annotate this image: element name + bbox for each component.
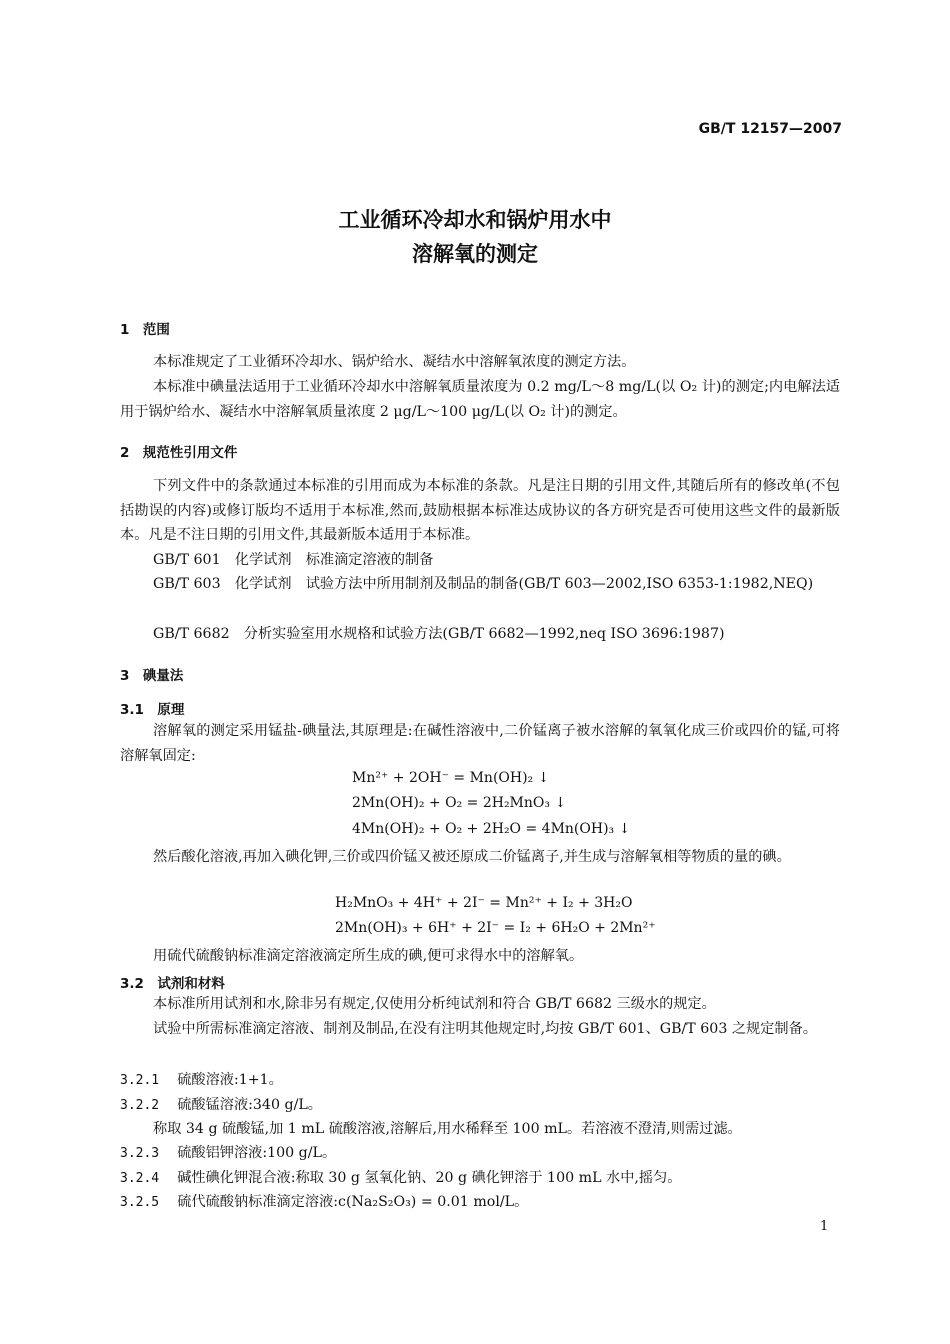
item-number: 3.2.3 [120,1146,160,1161]
item-number: 3.2.2 [120,1098,160,1113]
item-text: 硫酸溶液:1+1。 [177,1072,283,1088]
section-1-heading: 1 范围 [120,322,170,338]
document-title-line2: 溶解氧的测定 [412,242,538,266]
document-title-line1: 工业循环冷却水和锅炉用水中 [338,208,612,232]
principle-para-3: 用硫代硫酸钠标准滴定溶液滴定所生成的碘,便可求得水中的溶解氧。 [153,948,584,964]
item-3-2-2-note: 称取 34 g 硫酸锰,加 1 mL 硫酸溶液,溶解后,用水稀释至 100 mL。若溶液不澄清,则需过滤。 [153,1121,742,1137]
reagents-para-2: 试验中所需标准滴定溶液、制剂及制品,在没有注明其他规定时,均按 GB/T 601、GB/T 603 之规定制备。 [153,1021,817,1037]
principle-para-1: 溶解氧的测定采用锰盐-碘量法,其原理是:在碱性溶液中,二价锰离子被水溶解的氧氧化成三价或四价的锰,可将溶解氧固定: [120,723,840,764]
item-3-2-5 [120,1191,528,1211]
equation-5: 2Mn(OH)₃ + 6H⁺ + 2I⁻ = I₂ + 6H₂O + 2Mn²⁺ [335,920,656,936]
item-number: 3.2.1 [120,1073,160,1088]
item-3-2-4 [120,1167,681,1187]
item-number: 3.2.5 [120,1195,160,1210]
reagents-para-1: 本标准所用试剂和水,除非另有规定,仅使用分析纯试剂和符合 GB/T 6682 三级水的规定。 [153,996,716,1012]
section-3-heading: 3 碘量法 [120,668,184,684]
item-3-2-2 [120,1094,322,1114]
item-3-2-3 [120,1142,336,1162]
item-text: 硫酸铝钾溶液:100 g/L。 [177,1145,337,1161]
section-2-heading: 2 规范性引用文件 [120,445,238,461]
reference-gbt-603: GB/T 603 化学试剂 试验方法中所用制剂及制品的制备(GB/T 603—2002,ISO 6353-1:1982,NEQ) [153,576,814,592]
equation-2: 2Mn(OH)₂ + O₂ = 2H₂MnO₃ ↓ [352,795,567,811]
reference-gbt-6682: GB/T 6682 分析实验室用水规格和试验方法(GB/T 6682—1992,neq ISO 3696:1987) [153,626,725,642]
item-text: 硫酸锰溶液:340 g/L。 [177,1097,322,1113]
principle-para-2: 然后酸化溶液,再加入碘化钾,三价或四价锰又被还原成二价锰离子,并生成与溶解氧相等物质的量的碘。 [153,849,791,865]
standard-number: GB/T 12157—2007 [698,121,842,137]
item-text: 碱性碘化钾混合液:称取 30 g 氢氧化钠、20 g 碘化钾溶于 100 mL 水中,摇匀。 [177,1170,682,1186]
section-1-para-1: 本标准规定了工业循环冷却水、锅炉给水、凝结水中溶解氧浓度的测定方法。 [153,354,636,370]
section-3-1-heading: 3.1 原理 [120,702,185,718]
item-3-2-1 [120,1069,283,1089]
section-1-para-2: 本标准中碘量法适用于工业循环冷却水中溶解氧质量浓度为 0.2 mg/L～8 mg/L(以 O₂ 计)的测定;内电解法适用于锅炉给水、凝结水中溶解氧质量浓度 2 μg/L～100 μg/L(以 O₂ 计)的测定。 [120,379,840,420]
item-number: 3.2.4 [120,1171,160,1186]
equation-4: H₂MnO₃ + 4H⁺ + 2I⁻ = Mn²⁺ + I₂ + 3H₂O [335,895,633,911]
equation-3: 4Mn(OH)₂ + O₂ + 2H₂O = 4Mn(OH)₃ ↓ [352,821,631,837]
section-2-para-1: 下列文件中的条款通过本标准的引用而成为本标准的条款。凡是注日期的引用文件,其随后所有的修改单(不包括勘误的内容)或修订版均不适用于本标准,然而,鼓励根据本标准达成协议的各方研究是否可使用这些文件的最新版本。凡是不注日期的引用文件,其最新版本适用于本标准。 [120,478,840,543]
page-number: 1 [820,1219,829,1234]
equation-1: Mn²⁺ + 2OH⁻ = Mn(OH)₂ ↓ [352,770,550,786]
section-3-2-heading: 3.2 试剂和材料 [120,976,225,992]
item-text: 硫代硫酸钠标准滴定溶液:c(Na₂S₂O₃) = 0.01 mol/L。 [177,1194,529,1210]
reference-gbt-601: GB/T 601 化学试剂 标准滴定溶液的制备 [153,552,434,568]
